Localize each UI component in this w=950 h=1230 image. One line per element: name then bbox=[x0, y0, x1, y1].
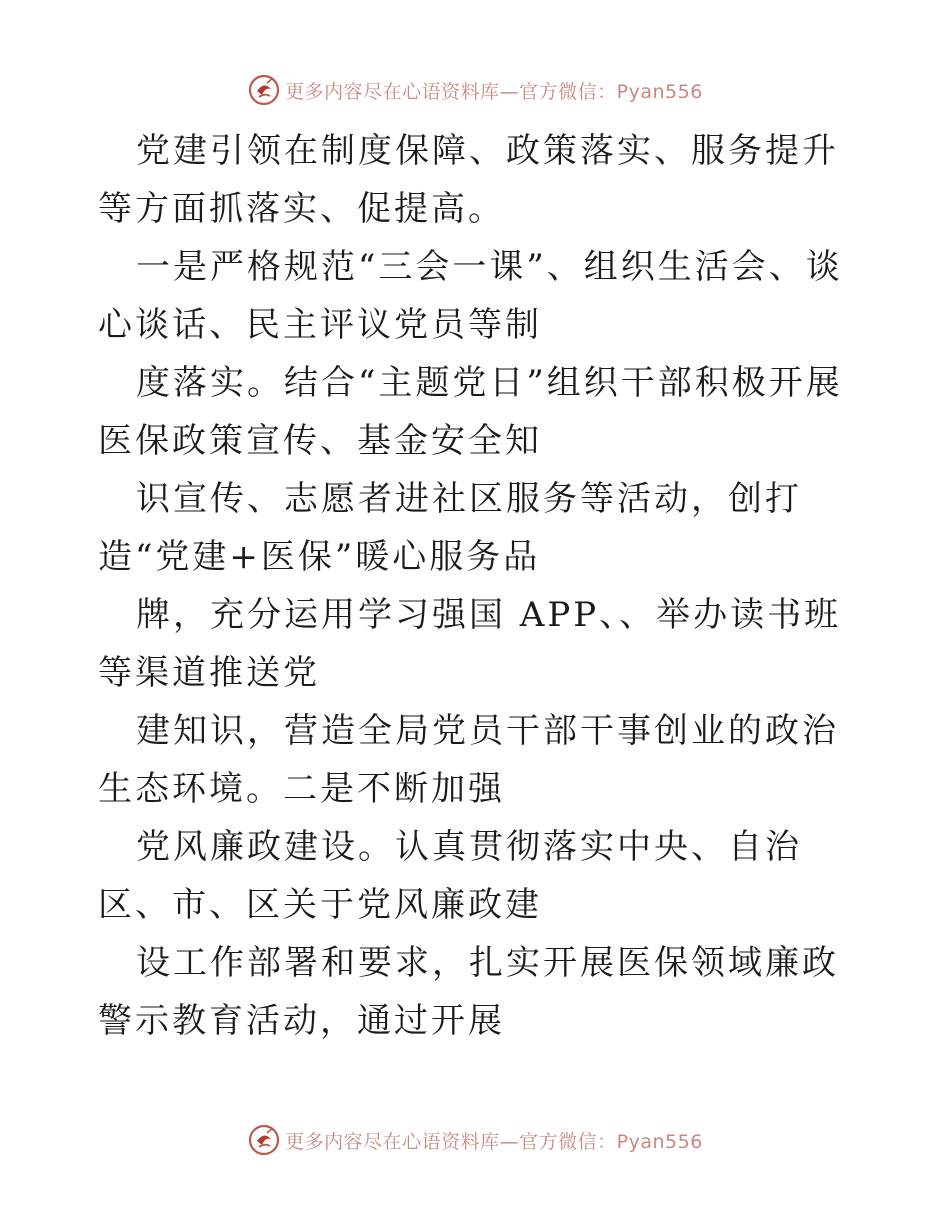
rose-logo-icon bbox=[247, 1123, 281, 1157]
watermark-text: 更多内容尽在心语资料库—官方微信：Pyan556 bbox=[285, 1130, 703, 1153]
paragraph: 设工作部署和要求，扎实开展医保领域廉政警示教育活动，通过开展 bbox=[98, 943, 839, 1041]
paragraph: 党风廉政建设。认真贯彻落实中央、自治区、市、区关于党风廉政建 bbox=[98, 827, 802, 925]
paragraph: 识宣传、志愿者进社区服务等活动，创打造“党建+医保”暖心服务品 bbox=[98, 479, 802, 577]
paragraph: 牌，充分运用学习强国 APP、、举办读书班等渠道推送党 bbox=[98, 595, 842, 693]
paragraph: 一是严格规范“三会一课”、组织生活会、谈心谈话、民主评议党员等制 bbox=[98, 247, 843, 345]
rose-logo-icon bbox=[247, 73, 281, 107]
footer-watermark-banner bbox=[0, 1120, 950, 1160]
header-watermark-banner bbox=[0, 70, 950, 110]
document-body bbox=[98, 122, 858, 1050]
paragraph: 建知识，营造全局党员干部干事创业的政治生态环境。二是不断加强 bbox=[98, 711, 839, 809]
watermark-text: 更多内容尽在心语资料库—官方微信：Pyan556 bbox=[285, 80, 703, 103]
paragraph: 党建引领在制度保障、政策落实、服务提升等方面抓落实、促提高。 bbox=[98, 131, 839, 229]
paragraph: 度落实。结合“主题党日”组织干部积极开展医保政策宣传、基金安全知 bbox=[98, 363, 843, 461]
